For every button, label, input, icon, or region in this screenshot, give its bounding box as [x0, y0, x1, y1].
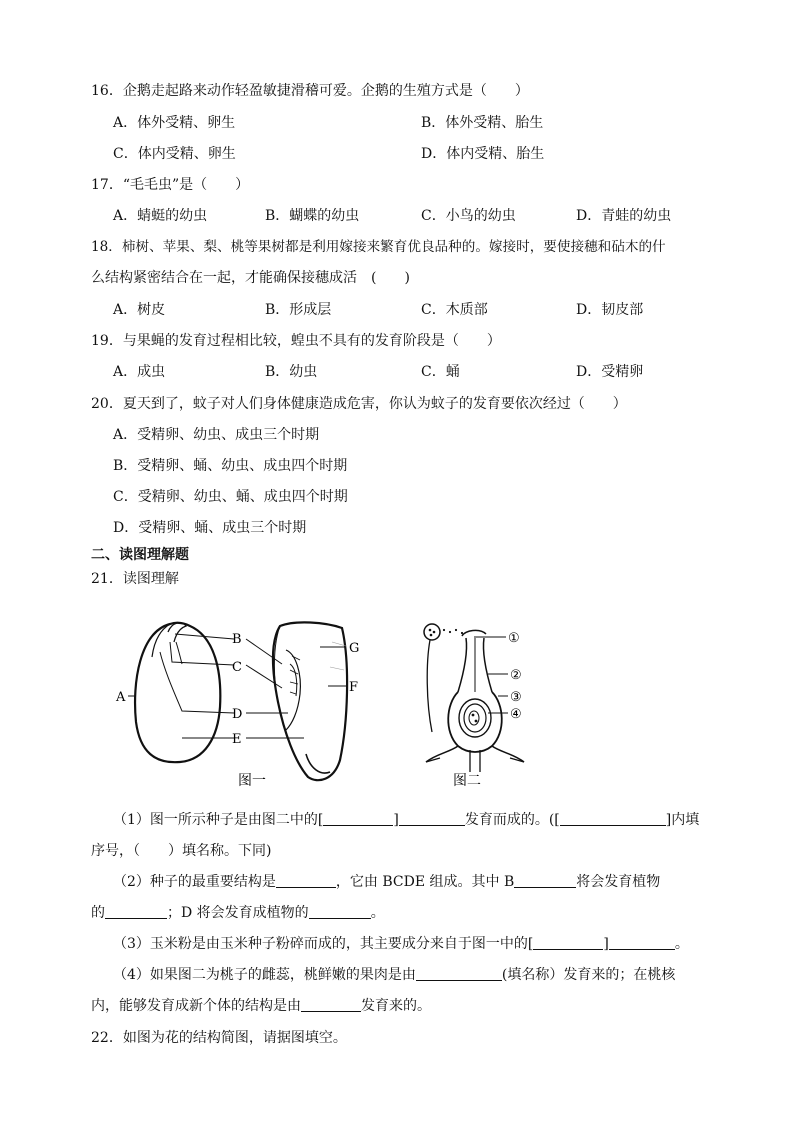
q21-stem: 21．读图理解 [91, 571, 179, 587]
fig1-label-b: B [232, 632, 242, 647]
answer-blank-8[interactable] [609, 935, 675, 950]
answer-blank-example [560, 811, 666, 826]
q21-part1-line1: （1）图一所示种子是由图二中的[ ] 发育而成的。([ ]内填 [113, 812, 700, 828]
q18-option-b: B．形成层 [265, 302, 332, 318]
q16-option-d: D．体内受精、胎生 [421, 146, 545, 162]
q20-option-c: C．受精卵、幼虫、蛹、成虫四个时期 [113, 489, 348, 505]
q16-option-c: C．体内受精、卵生 [113, 146, 236, 162]
q21-part2-line1: （2）种子的最重要结构是 ，它由 BCDE 组成。其中 B 将会发育植物 [113, 874, 661, 890]
fig2-label-4: ④ [510, 707, 522, 722]
q19-option-a: A．成虫 [113, 364, 166, 380]
q21-part4-line1: （4）如果图二为桃子的雌蕊，桃鲜嫩的果肉是由 (填名称）发育来的；在桃核 [113, 967, 676, 983]
q19-stem: 19．与果蝇的发育过程相比较，蝗虫不具有的发育阶段是（ ） [91, 333, 501, 349]
answer-blank-10[interactable] [301, 997, 361, 1012]
q18-option-d: D．韧皮部 [576, 302, 644, 318]
fig1-label-f: F [349, 680, 359, 695]
answer-blank-2[interactable] [399, 811, 465, 826]
q21-part4-line2: 内，能够发育成新个体的结构是由 发育来的。 [91, 998, 431, 1014]
fig2-label-2: ② [510, 668, 522, 683]
fig1-label-g: G [349, 641, 360, 656]
q17-option-d: D．青蛙的幼虫 [576, 208, 672, 224]
figure-1-bean-seed [110, 612, 380, 792]
q21-part2-line2: 的 ；D 将会发育成植物的 。 [91, 905, 385, 921]
fig1-label-d: D [232, 707, 243, 722]
q20-option-a: A．受精卵、幼虫、成虫三个时期 [113, 427, 320, 443]
q18-stem-line1: 18．柿树、苹果、梨、桃等果树都是利用嫁接来繁育优良品种的。嫁接时，要使接穗和砧木的什 [91, 239, 666, 255]
fig1-caption: 图一 [238, 773, 266, 789]
q18-option-c: C．木质部 [421, 302, 488, 318]
q16-stem: 16．企鹅走起路来动作轻盈敏捷滑稽可爱。企鹅的生殖方式是（ ） [91, 83, 529, 99]
answer-blank-6[interactable] [309, 904, 371, 919]
q21-part1-line2: 序号，（ ）填名称。下同) [91, 843, 272, 859]
fig2-caption: 图二 [453, 773, 481, 789]
q20-option-b: B．受精卵、蛹、幼虫、成虫四个时期 [113, 458, 348, 474]
q20-stem: 20．夏天到了，蚊子对人们身体健康造成危害，你认为蚊子的发育要依次经过（ ） [91, 396, 627, 412]
fig1-label-c: C [232, 660, 242, 675]
answer-blank-4[interactable] [514, 873, 576, 888]
q20-option-d: D．受精卵、蛹、成虫三个时期 [113, 520, 307, 536]
q19-option-d: D．受精卵 [576, 364, 644, 380]
q16-option-a: A．体外受精、卵生 [113, 115, 236, 131]
q21-part3: （3）玉米粉是由玉米种子粉碎而成的，其主要成分来自于图一中的[ ] 。 [113, 936, 689, 952]
q17-option-c: C．小鸟的幼虫 [421, 208, 516, 224]
answer-blank-9[interactable] [416, 966, 502, 981]
answer-blank-7[interactable] [533, 935, 603, 950]
q16-option-b: B．体外受精、胎生 [421, 115, 544, 131]
q17-option-b: B．蝴蝶的幼虫 [265, 208, 360, 224]
q17-option-a: A．蜻蜓的幼虫 [113, 208, 208, 224]
section-title: 二、读图理解题 [91, 547, 189, 563]
answer-blank-5[interactable] [105, 904, 167, 919]
fig2-label-3: ③ [510, 690, 522, 705]
fig2-label-1: ① [508, 631, 520, 646]
answer-blank-1[interactable] [323, 811, 393, 826]
figure-2-pistil [410, 612, 560, 792]
q19-option-b: B．幼虫 [265, 364, 318, 380]
answer-blank-3[interactable] [276, 873, 336, 888]
q17-stem: 17．“毛毛虫”是（ ） [91, 177, 250, 193]
fig1-label-a: A [116, 690, 126, 705]
q18-stem-line2: 么结构紧密结合在一起，才能确保接穗成活 ( ) [91, 270, 410, 286]
fig1-label-e: E [232, 732, 242, 747]
q18-option-a: A．树皮 [113, 302, 166, 318]
q22-stem: 22．如图为花的结构简图，请据图填空。 [91, 1030, 347, 1046]
q19-option-c: C．蛹 [421, 364, 460, 380]
